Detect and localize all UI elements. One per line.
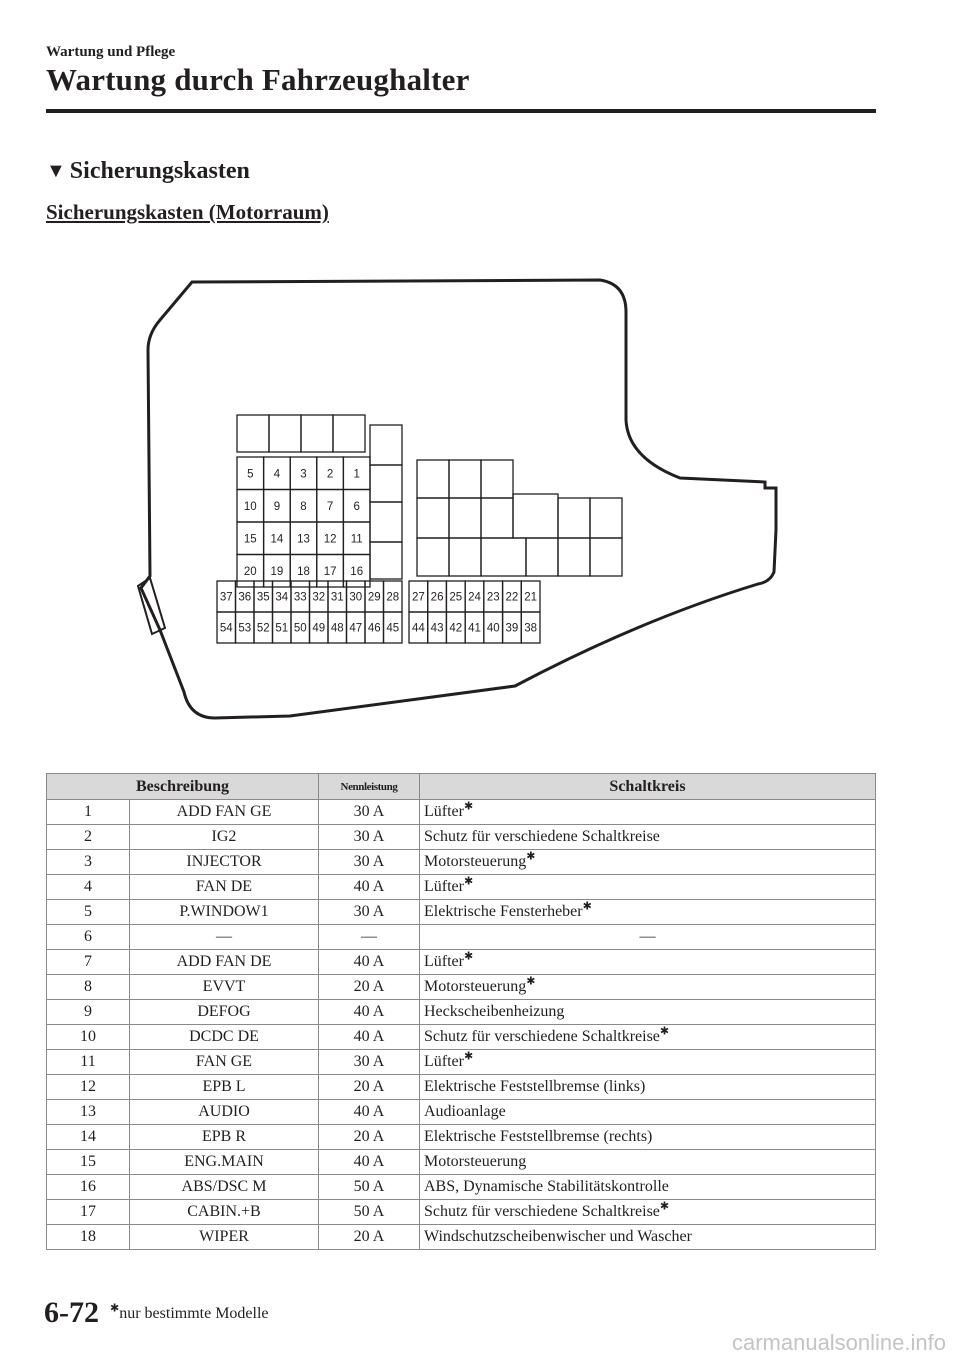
fuse-circuit-cell [420, 1125, 876, 1150]
fuse-rating-cell: 20 A [319, 1075, 420, 1100]
fuse-circuit-cell [420, 925, 876, 950]
fuse-number: 25 [449, 591, 463, 604]
fuse-description-cell: AUDIO [130, 1100, 319, 1125]
fuse-circuit-cell [420, 875, 876, 900]
table-row [47, 1125, 876, 1150]
header-circuit: Schaltkreis [420, 774, 876, 800]
relay-boxes-right [417, 460, 622, 576]
fuse-number: 37 [219, 591, 233, 604]
fuse-rating-cell: 50 A [319, 1200, 420, 1225]
fuse-number: 16 [350, 565, 364, 578]
fuse-box-diagram [0, 260, 960, 730]
fuse-number-labels [220, 468, 537, 634]
fuse-circuit-cell [420, 825, 876, 850]
circuit-text: Lüfter [424, 803, 464, 820]
fuse-number: 40 [486, 622, 500, 635]
asterisk-icon: ✱ [463, 800, 474, 813]
fuse-number: 19 [270, 565, 284, 578]
table-row [47, 1175, 876, 1200]
fuse-description-cell: FAN GE [130, 1050, 319, 1075]
fuse-circuit-cell [420, 1025, 876, 1050]
fuse-number: 31 [330, 591, 344, 604]
fuse-number-cell: 17 [47, 1200, 130, 1225]
fuse-number: 39 [505, 622, 519, 635]
table-row [47, 1025, 876, 1050]
fuse-number: 5 [247, 468, 254, 481]
fuse-number: 18 [297, 565, 310, 578]
fuse-rating-cell: 40 A [319, 1000, 420, 1025]
page-number: 6-72 [44, 1296, 99, 1329]
fuse-number: 48 [330, 622, 344, 635]
asterisk-icon: ✱ [526, 975, 536, 988]
circuit-text: Motorsteuerung [424, 853, 527, 870]
subsection-title: Sicherungskasten (Motorraum) [46, 200, 329, 224]
fuse-circuit-cell [420, 975, 876, 1000]
circuit-text: Audioanlage [424, 1103, 506, 1120]
circuit-text: Lüfter [424, 878, 464, 895]
fuse-number: 27 [411, 591, 425, 604]
fuse-circuit-cell [420, 800, 876, 825]
table-header-row [47, 774, 876, 800]
fuse-number: 51 [275, 622, 289, 635]
fuse-number: 22 [505, 591, 519, 604]
fuse-number: 6 [353, 500, 360, 513]
table-row [47, 825, 876, 850]
fuse-rating-cell: 30 A [319, 900, 420, 925]
table-row [47, 1100, 876, 1125]
footnote-star-icon: ✱ [110, 1302, 120, 1315]
fuse-number-cell: 7 [47, 950, 130, 975]
fuse-description-cell: WIPER [130, 1225, 319, 1250]
fuse-number-cell: 9 [47, 1000, 130, 1025]
fuse-number: 46 [367, 622, 381, 635]
section-title-text: Sicherungskasten [69, 158, 250, 184]
fuse-grid-main [217, 457, 540, 643]
fuse-circuit-cell [420, 1050, 876, 1075]
fuse-rating-cell: 30 A [319, 850, 420, 875]
circuit-text: Windschutzscheibenwischer und Wascher [424, 1228, 692, 1245]
circuit-text: Motorsteuerung [424, 978, 527, 995]
fuse-number: 20 [243, 565, 257, 578]
fuse-number: 41 [468, 622, 481, 635]
asterisk-icon: ✱ [463, 950, 474, 963]
fuse-number: 35 [256, 591, 270, 604]
asterisk-icon: ✱ [463, 1050, 474, 1063]
fuse-number: 12 [323, 533, 337, 546]
fuse-description-cell: FAN DE [130, 875, 319, 900]
fuse-rating-cell: 40 A [319, 950, 420, 975]
fuse-number: 30 [349, 591, 363, 604]
fuse-description-cell: EVVT [130, 975, 319, 1000]
table-row [47, 1150, 876, 1175]
circuit-text: Lüfter [424, 1053, 464, 1070]
fuse-rating-cell: 20 A [319, 1225, 420, 1250]
table-row [47, 900, 876, 925]
asterisk-icon: ✱ [659, 1200, 670, 1213]
fuse-description-cell: IG2 [130, 825, 319, 850]
fuse-number-cell: 5 [47, 900, 130, 925]
fuse-rating-cell: 40 A [319, 1150, 420, 1175]
table-row [47, 1075, 876, 1100]
fuse-number-cell: 12 [47, 1075, 130, 1100]
triangle-marker-icon: ▼ [46, 160, 66, 182]
fuse-number: 29 [367, 591, 381, 604]
fuse-number-cell: 8 [47, 975, 130, 1000]
fuse-number: 49 [312, 622, 326, 635]
fuse-number: 13 [297, 533, 310, 546]
fuse-description-cell: P.WINDOW1 [130, 900, 319, 925]
asterisk-icon: ✱ [659, 1025, 670, 1038]
fuse-number: 15 [243, 533, 257, 546]
fuse-circuit-cell [420, 1175, 876, 1200]
fuse-circuit-cell [420, 850, 876, 875]
asterisk-icon: ✱ [582, 900, 592, 913]
table-row [47, 1000, 876, 1025]
fuse-description-cell: ADD FAN DE [130, 950, 319, 975]
fuse-circuit-cell [420, 1000, 876, 1025]
fuse-number: 44 [411, 622, 425, 635]
fuse-number: 47 [349, 622, 363, 635]
circuit-text: Elektrische Feststellbremse (links) [424, 1078, 646, 1095]
circuit-text: Elektrische Feststellbremse (rechts) [424, 1128, 653, 1145]
fuse-description-cell: DEFOG [130, 1000, 319, 1025]
chapter-label: Wartung und Pflege [46, 44, 176, 60]
fuse-number: 3 [300, 468, 307, 481]
table-row [47, 850, 876, 875]
fuse-rating-cell: 30 A [319, 1050, 420, 1075]
footnote [110, 1302, 269, 1323]
fuse-number-cell: 1 [47, 800, 130, 825]
fuse-number: 21 [524, 591, 538, 604]
header-rating: Nennleistung [319, 774, 420, 800]
fuse-number: 45 [386, 622, 400, 635]
fuse-number: 23 [486, 591, 500, 604]
fuse-rating-cell: 30 A [319, 825, 420, 850]
fuse-number: 54 [219, 622, 233, 635]
fuse-circuit-cell [420, 1150, 876, 1175]
fuse-number: 7 [326, 500, 334, 513]
fuse-number: 26 [430, 591, 444, 604]
fuse-number: 1 [353, 468, 360, 481]
fuse-number: 8 [300, 500, 307, 513]
asterisk-icon: ✱ [526, 850, 536, 863]
fuse-circuit-cell [420, 950, 876, 975]
fuse-number-cell: 14 [47, 1125, 130, 1150]
table-row [47, 1050, 876, 1075]
fuse-rating-cell: 40 A [319, 1025, 420, 1050]
table-row [47, 1225, 876, 1250]
fuse-number: 32 [312, 591, 326, 604]
footnote-text: nur bestimmte Modelle [119, 1305, 269, 1322]
fuse-rating-cell: 20 A [319, 1125, 420, 1150]
fuse-number: 9 [273, 500, 281, 513]
fuse-number-cell: 15 [47, 1150, 130, 1175]
fuse-number: 53 [238, 622, 252, 635]
watermark: carmanualsonline.info [731, 1330, 946, 1355]
fuse-circuit-cell [420, 1225, 876, 1250]
fuse-number: 36 [238, 591, 252, 604]
fuse-number-cell: 4 [47, 875, 130, 900]
fuse-rating-cell: 50 A [319, 1175, 420, 1200]
fuse-description-cell: DCDC DE [130, 1025, 319, 1050]
fuse-description-cell: ADD FAN GE [130, 800, 319, 825]
circuit-text: Schutz für verschiedene Schaltkreise [424, 828, 660, 845]
fuse-number-cell: 16 [47, 1175, 130, 1200]
fuse-number: 10 [243, 500, 257, 513]
fuse-number: 11 [350, 533, 363, 546]
fuse-number: 38 [524, 622, 538, 635]
fuse-number: 14 [270, 533, 284, 546]
fuse-circuit-cell [420, 1075, 876, 1100]
table-row [47, 925, 876, 950]
fuse-number: 50 [293, 622, 307, 635]
section-heading [46, 158, 250, 185]
header-description: Beschreibung [47, 774, 319, 800]
fuse-number: 28 [386, 591, 400, 604]
fuse-number-cell: 13 [47, 1100, 130, 1125]
fuse-circuit-cell [420, 1100, 876, 1125]
fuse-table [46, 773, 876, 1250]
circuit-text: Lüfter [424, 953, 464, 970]
fuse-description-cell: ENG.MAIN [130, 1150, 319, 1175]
fuse-rating-cell: 40 A [319, 875, 420, 900]
fuse-description-cell: INJECTOR [130, 850, 319, 875]
fuse-number: 52 [256, 622, 270, 635]
fuse-number-cell: 3 [47, 850, 130, 875]
circuit-text: Schutz für verschiedene Schaltkreise [424, 1028, 660, 1045]
fuse-number-cell: 18 [47, 1225, 130, 1250]
fuse-circuit-cell [420, 900, 876, 925]
circuit-text: Heckscheibenheizung [424, 1003, 565, 1020]
fuse-box-outline [138, 280, 776, 718]
header-divider [46, 109, 876, 113]
fuse-number: 4 [273, 468, 281, 481]
fuse-circuit-cell [420, 1200, 876, 1225]
fuse-description-cell: — [130, 925, 319, 950]
fuse-number-cell: 6 [47, 925, 130, 950]
fuse-description-cell: ABS/DSC M [130, 1175, 319, 1200]
fuse-number-cell: 11 [47, 1050, 130, 1075]
fuse-rating-cell: 20 A [319, 975, 420, 1000]
asterisk-icon: ✱ [463, 875, 474, 888]
fuse-number: 17 [323, 565, 337, 578]
table-row [47, 950, 876, 975]
fuse-description-cell: CABIN.+B [130, 1200, 319, 1225]
fuse-number: 24 [468, 591, 481, 604]
fuse-description-cell: EPB R [130, 1125, 319, 1150]
fuse-number: 34 [275, 591, 289, 604]
fuse-rating-cell: — [319, 925, 420, 950]
table-row [47, 800, 876, 825]
fuse-rating-cell: 40 A [319, 1100, 420, 1125]
fuse-description-cell: EPB L [130, 1075, 319, 1100]
circuit-text: ABS, Dynamische Stabilitätskontrolle [424, 1178, 669, 1195]
fuse-number: 43 [430, 622, 444, 635]
fuse-number: 2 [326, 468, 334, 481]
fuse-number: 42 [449, 622, 463, 635]
circuit-text: — [639, 928, 656, 945]
circuit-text: Elektrische Fensterheber [424, 903, 583, 920]
table-row [47, 875, 876, 900]
fuse-number: 33 [293, 591, 307, 604]
circuit-text: Schutz für verschiedene Schaltkreise [424, 1203, 660, 1220]
fuse-rating-cell: 30 A [319, 800, 420, 825]
table-row [47, 975, 876, 1000]
page-title: Wartung durch Fahrzeughalter [46, 62, 470, 97]
circuit-text: Motorsteuerung [424, 1153, 527, 1170]
fuse-number-cell: 2 [47, 825, 130, 850]
table-row [47, 1200, 876, 1225]
fuse-number-cell: 10 [47, 1025, 130, 1050]
